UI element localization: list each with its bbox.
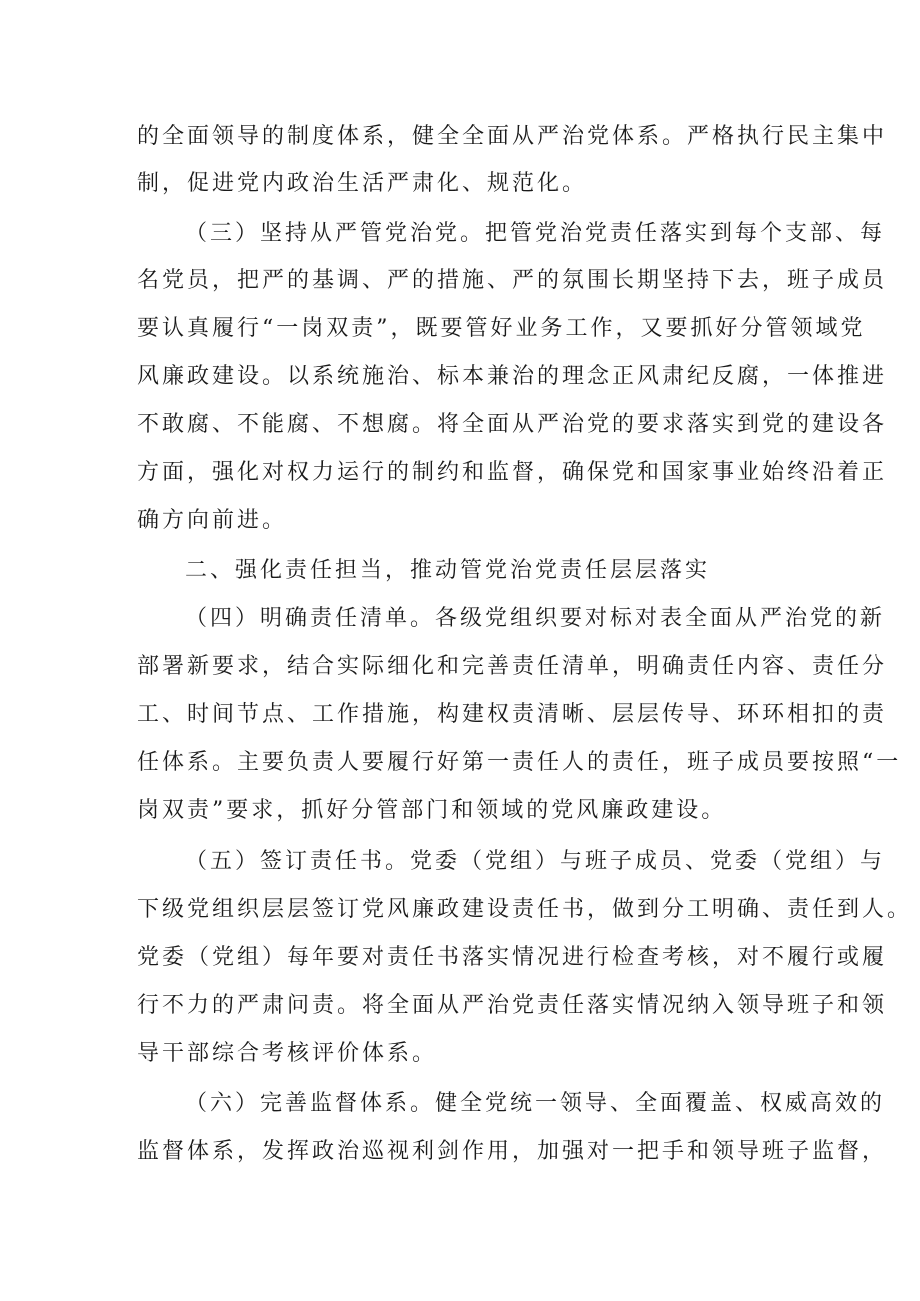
text-line: 的全面领导的制度体系，健全全面从严治党体系。严格执行民主集中	[137, 124, 888, 149]
text-line: 名党员，把严的基调、严的措施、严的氛围长期坚持下去，班子成员	[137, 268, 888, 293]
text-line: 方面，强化对权力运行的制约和监督，确保党和国家事业始终沿着正	[137, 460, 888, 485]
section-heading: 二、强化责任担当，推动管党治党责任层层落实	[185, 558, 711, 583]
text-line: 导干部综合考核评价体系。	[137, 1041, 438, 1066]
text-line: 下级党组织层层签订党风廉政建设责任书，做到分工明确、责任到人。	[137, 897, 913, 922]
paragraph-five-start: （五）签订责任书。党委（党组）与班子成员、党委（党组）与	[185, 849, 886, 874]
text-line: 党委（党组）每年要对责任书落实情况进行检查考核，对不履行或履	[137, 945, 888, 970]
text-line: 行不力的严肃问责。将全面从严治党责任落实情况纳入领导班子和领	[137, 993, 888, 1018]
text-line: 岗双责”要求，抓好分管部门和领域的党风廉政建设。	[137, 798, 727, 823]
text-line: 工、时间节点、工作措施，构建权责清晰、层层传导、环环相扣的责	[137, 702, 888, 727]
text-line: 确方向前进。	[137, 508, 288, 533]
text-line: 监督体系，发挥政治巡视利剑作用，加强对一把手和领导班子监督，	[137, 1139, 888, 1164]
text-line: 制，促进党内政治生活严肃化、规范化。	[137, 171, 588, 196]
paragraph-six-start: （六）完善监督体系。健全党统一领导、全面覆盖、权威高效的	[185, 1091, 886, 1116]
text-line: 要认真履行“一岗双责”，既要管好业务工作，又要抓好分管领域党	[137, 316, 866, 341]
text-line: 部署新要求，结合实际细化和完善责任清单，明确责任内容、责任分	[137, 654, 888, 679]
paragraph-four-start: （四）明确责任清单。各级党组织要对标对表全面从严治党的新	[185, 606, 886, 631]
text-line: 任体系。主要负责人要履行好第一责任人的责任，班子成员要按照“一	[137, 750, 902, 775]
text-line: 风廉政建设。以系统施治、标本兼治的理念正风肃纪反腐，一体推进	[137, 364, 888, 389]
paragraph-three-start: （三）坚持从严管党治党。把管党治党责任落实到每个支部、每	[185, 221, 886, 246]
text-line: 不敢腐、不能腐、不想腐。将全面从严治党的要求落实到党的建设各	[137, 412, 888, 437]
